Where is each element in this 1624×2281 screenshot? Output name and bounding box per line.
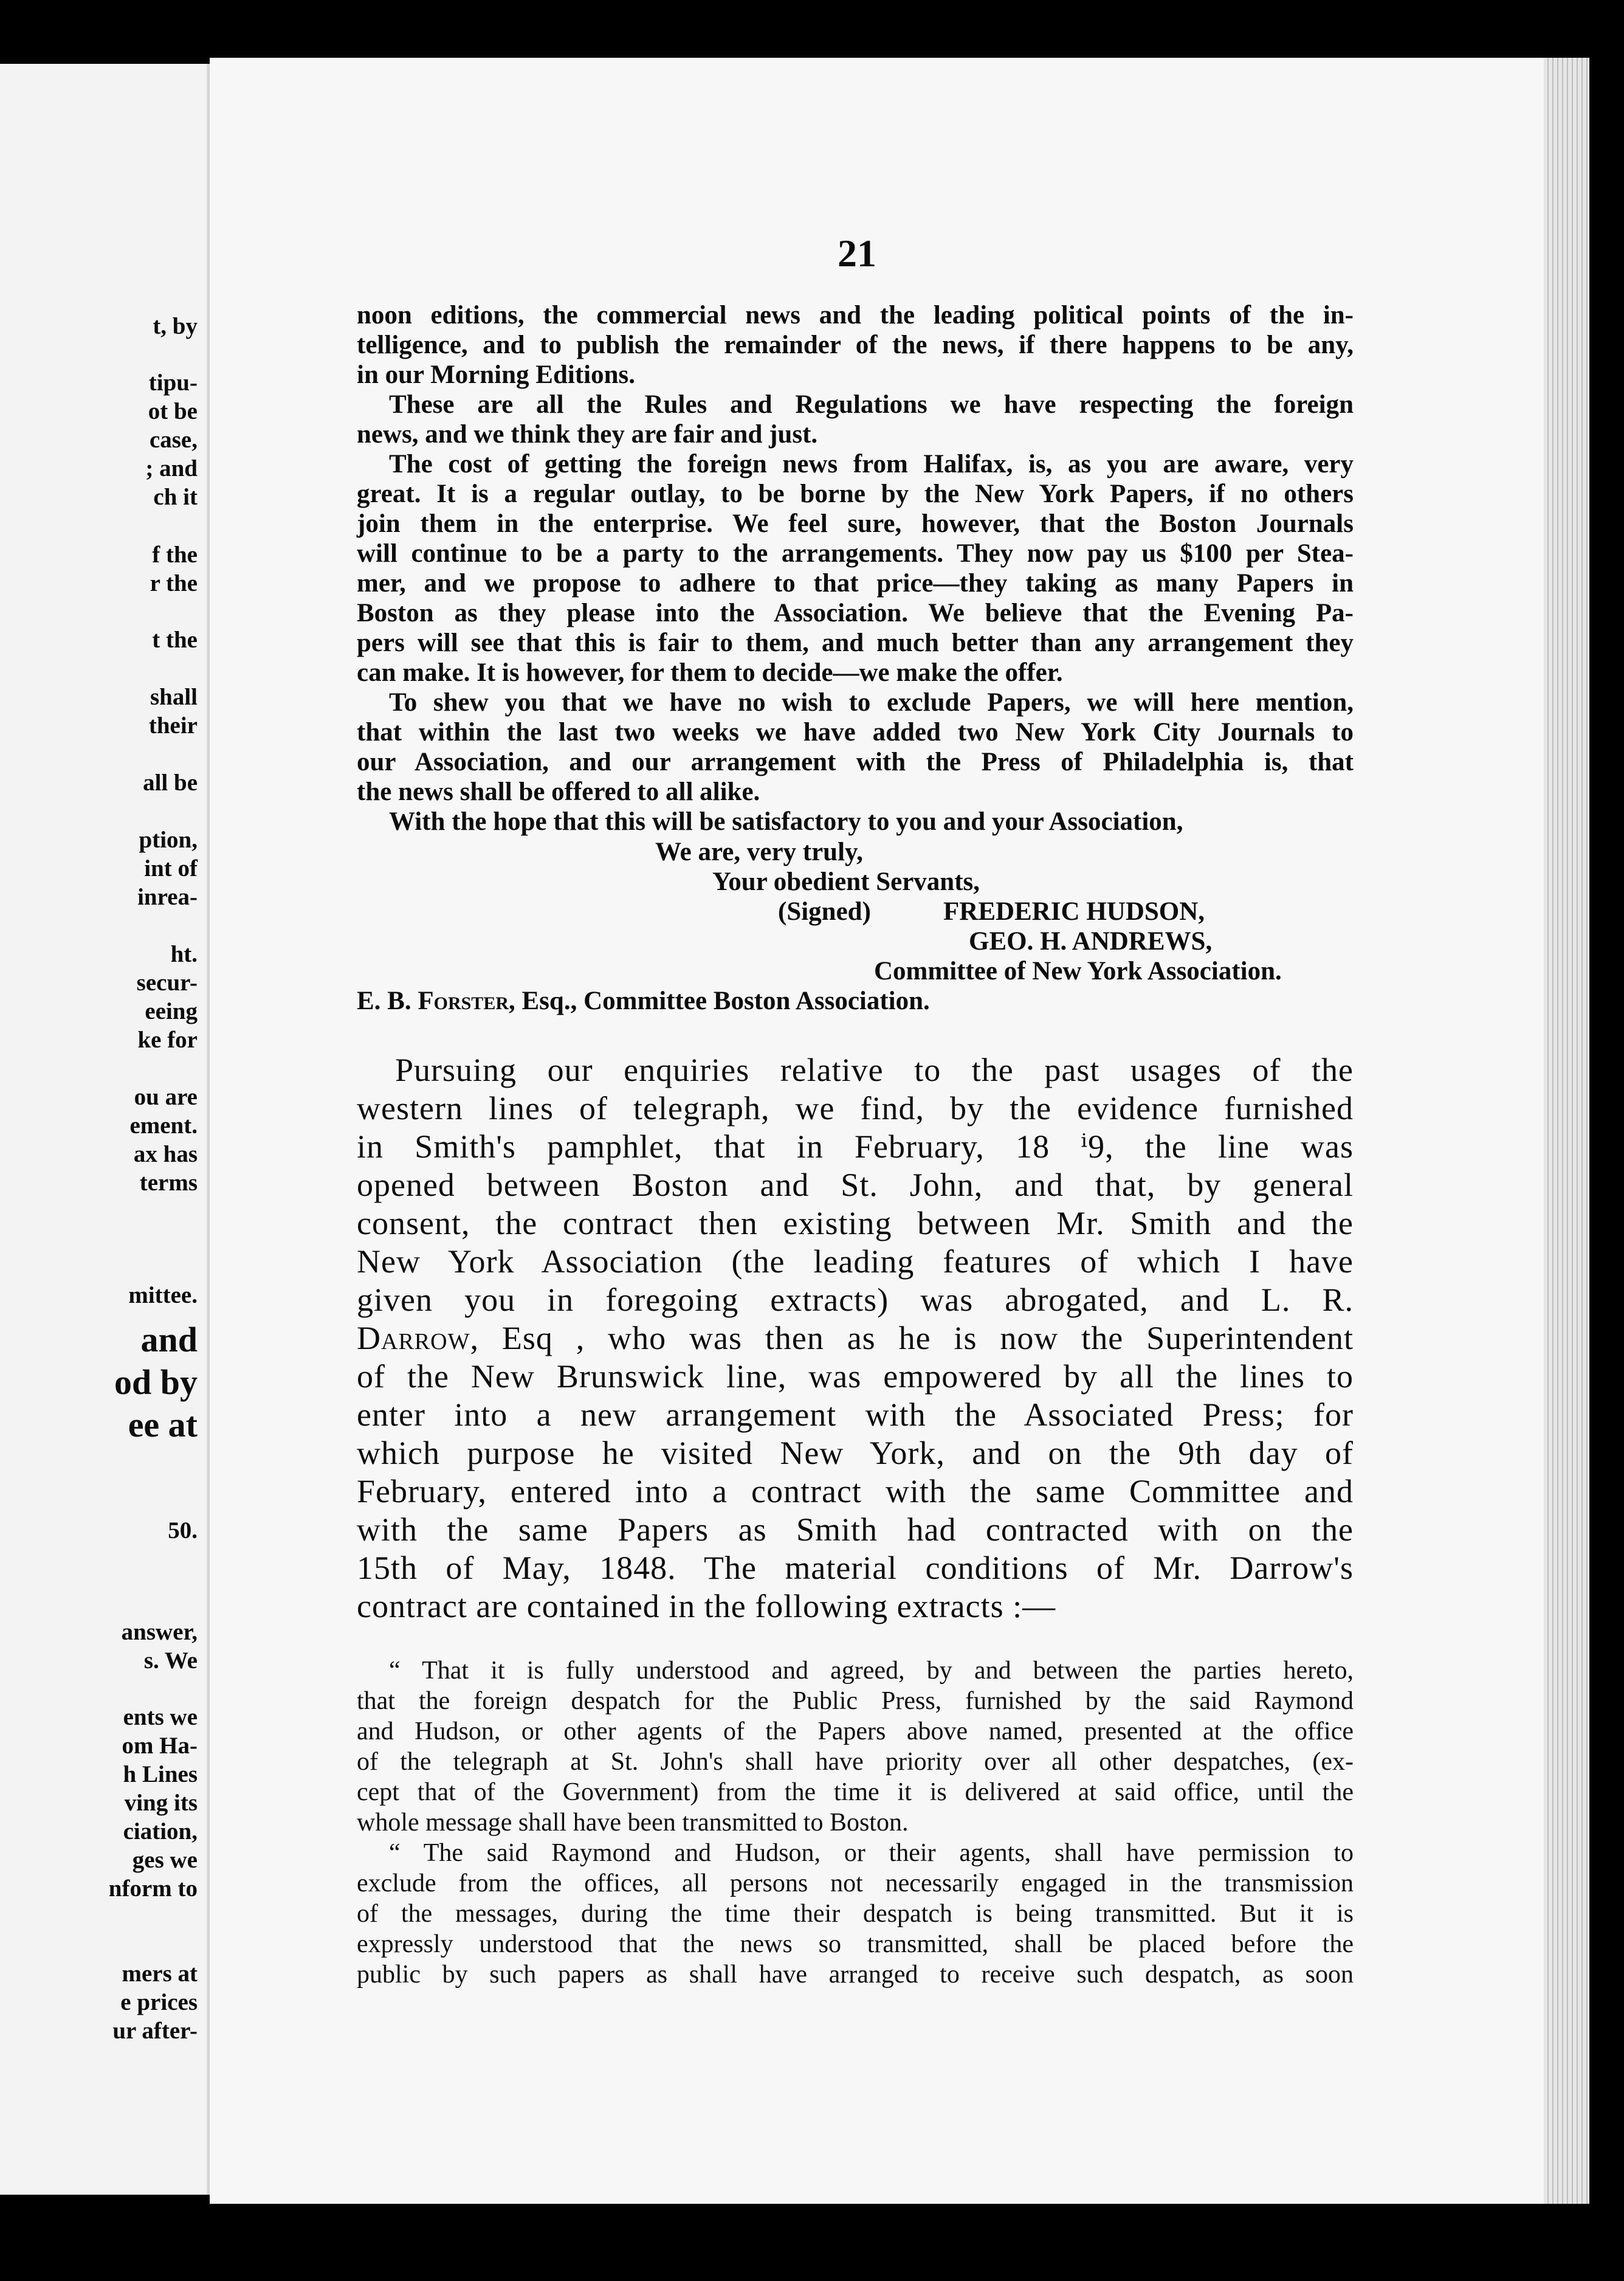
narrative-line: with the same Papers as Smith had contracted with on the: [357, 1511, 1354, 1548]
signer-andrews: GEO. H. ANDREWS,: [969, 927, 1213, 956]
addressee-name: E. B. Forster,: [357, 987, 515, 1015]
facing-fragment: ke for: [137, 1027, 198, 1053]
narrative-line: New York Association (the leading features of which I have: [357, 1243, 1354, 1280]
narrative-line: Pursuing our enquiries relative to the past usages of the: [395, 1052, 1354, 1088]
facing-fragment: h Lines: [123, 1761, 198, 1787]
facing-fragment: ou are: [134, 1084, 198, 1110]
narrative-line: contract are contained in the following extracts :—: [357, 1588, 1056, 1624]
facing-fragment: nform to: [108, 1876, 198, 1902]
committee-line: Committee of New York Association.: [874, 957, 1282, 985]
quote-line: whole message shall have been transmitted to Boston.: [357, 1809, 909, 1837]
letter-line: that within the last two weeks we have added two New York City Journals to: [357, 718, 1354, 747]
facing-fragment: f the: [152, 542, 198, 568]
facing-fragment: terms: [139, 1170, 198, 1196]
narrative-line: of the New Brunswick line, was empowered by all the lines to: [357, 1358, 1354, 1395]
facing-fragment: tipu-: [148, 370, 198, 396]
facing-fragment: shall: [150, 684, 198, 710]
narrative-line: enter into a new arrangement with the Associated Press; for: [357, 1396, 1354, 1433]
facing-fragment: ee at: [128, 1405, 198, 1444]
quote-line: “ The said Raymond and Hudson, or their agents, shall have permission to: [389, 1839, 1354, 1867]
quote-line: “ That it is fully understood and agreed, by and between the parties hereto,: [389, 1657, 1354, 1685]
facing-fragment: 50.: [168, 1517, 198, 1544]
letter-line: To shew you that we have no wish to exclude Papers, we will here mention,: [389, 688, 1354, 717]
letter-line: our Association, and our arrangement with the Press of Philadelphia is, that: [357, 748, 1354, 776]
narrative-line-rest: Esq , who was then as he is now the Superintendent: [501, 1320, 1354, 1356]
facing-fragment: ur after-: [112, 2018, 198, 2044]
letter-line: mer, and we propose to adhere to that price—they taking as many Papers in: [357, 569, 1354, 598]
quote-line: expressly understood that the news so transmitted, shall be placed before the: [357, 1930, 1354, 1958]
facing-fragment: od by: [114, 1362, 198, 1402]
letter-line: Boston as they please into the Association. We believe that the Evening Pa-: [357, 599, 1354, 627]
letter-line: noon editions, the commercial news and the leading political points of the in-: [357, 301, 1354, 330]
page-edges: [1544, 58, 1589, 2204]
quote-line: and Hudson, or other agents of the Papers above named, presented at the office: [357, 1717, 1354, 1745]
facing-fragment: ving its: [124, 1790, 198, 1816]
facing-fragment: e prices: [120, 1989, 198, 2015]
narrative-line: 15th of May, 1848. The material conditions of Mr. Darrow's: [357, 1550, 1354, 1586]
facing-fragment: ch it: [153, 484, 198, 510]
quote-line: cept that of the Government) from the time it is delivered at said office, until the: [357, 1778, 1354, 1806]
letter-line: can make. It is however, for them to decide—we make the offer.: [357, 658, 1063, 687]
narrative-line: which purpose he visited New York, and on the 9th day of: [357, 1435, 1354, 1471]
facing-fragment: ciation,: [123, 1818, 198, 1844]
quote-line: of the messages, during the time their despatch is being transmitted. But it is: [357, 1900, 1354, 1928]
letter-line: With the hope that this will be satisfactory to you and your Association,: [389, 807, 1183, 836]
facing-fragment: eeing: [145, 998, 198, 1024]
narrative-line: [357, 1322, 1354, 1354]
facing-fragment: int of: [144, 855, 198, 882]
letter-line: These are all the Rules and Regulations we have respecting the foreign: [389, 390, 1354, 419]
letter-line: great. It is a regular outlay, to be borne by the New York Papers, if no others: [357, 480, 1354, 508]
facing-fragment: t the: [152, 627, 198, 653]
facing-fragment: ax has: [133, 1141, 198, 1167]
signer-hudson: FREDERIC HUDSON,: [943, 897, 1205, 926]
facing-fragment: all be: [143, 770, 198, 796]
facing-fragment: inrea-: [137, 884, 198, 910]
narrative-line: western lines of telegraph, we find, by the evidence furnished: [357, 1090, 1354, 1127]
facing-fragment: secur-: [136, 970, 198, 996]
facing-fragment: ement.: [129, 1113, 198, 1139]
facing-fragment: ption,: [139, 827, 198, 853]
facing-fragment: ents we: [123, 1704, 198, 1730]
facing-fragment: mers at: [122, 1961, 198, 1987]
quote-line: that the foreign despatch for the Public Press, furnished by the said Raymond: [357, 1687, 1354, 1715]
facing-fragment: case,: [149, 427, 198, 453]
letter-closing: We are, very truly,: [655, 838, 863, 866]
facing-fragment: mittee.: [128, 1282, 198, 1308]
facing-fragment: s. We: [143, 1648, 198, 1674]
letter-servants: Your obedient Servants,: [712, 868, 980, 896]
narrative-line: consent, the contract then existing between Mr. Smith and the: [357, 1205, 1354, 1241]
addressee-title: Esq., Committee Boston Association.: [515, 987, 930, 1015]
facing-fragment: ot be: [148, 398, 198, 424]
narrative-line: in Smith's pamphlet, that in February, 18 ⁱ9, the line was: [357, 1128, 1354, 1165]
facing-page: [0, 64, 222, 2195]
quote-line: of the telegraph at St. John's shall have priority over all other despatches, (ex-: [357, 1748, 1354, 1776]
facing-fragment: om Ha-: [122, 1733, 198, 1759]
quote-line: exclude from the offices, all persons not necessarily engaged in the transmission: [357, 1869, 1354, 1897]
letter-line: The cost of getting the foreign news from Halifax, is, as you are aware, very: [389, 450, 1354, 478]
letter-line: will continue to be a party to the arrangements. They now pay us $100 per Stea-: [357, 539, 1354, 568]
facing-fragment: t, by: [153, 313, 198, 339]
narrative-line: February, entered into a contract with the same Committee and: [357, 1473, 1354, 1510]
letter-line: the news shall be offered to all alike.: [357, 778, 760, 806]
facing-fragment: ht.: [170, 941, 198, 967]
facing-fragment: answer,: [121, 1619, 198, 1645]
quote-line: public by such papers as shall have arranged to receive such despatch, as soon: [357, 1961, 1354, 1989]
addressee-line: [357, 988, 930, 1014]
narrative-line: given you in foregoing extracts) was abrogated, and L. R.: [357, 1282, 1354, 1318]
facing-fragment: their: [148, 713, 198, 739]
darrow-name: Darrow,: [357, 1320, 479, 1356]
letter-signed: (Signed): [778, 897, 871, 926]
facing-fragment: ; and: [145, 455, 198, 481]
letter-line: in our Morning Editions.: [357, 361, 635, 389]
page-number: 21: [838, 232, 876, 275]
facing-fragment: ges we: [132, 1847, 198, 1873]
letter-line: pers will see that this is fair to them, and much better than any arrangement they: [357, 629, 1354, 657]
narrative-line: opened between Boston and St. John, and that, by general: [357, 1167, 1354, 1203]
facing-fragment: r the: [150, 570, 198, 596]
letter-line: join them in the enterprise. We feel sure, however, that the Boston Journals: [357, 509, 1354, 538]
facing-fragment: and: [140, 1320, 198, 1359]
facing-page-text: [0, 64, 216, 2195]
letter-line: telligence, and to publish the remainder of the news, if there happens to be any,: [357, 331, 1354, 359]
letter-line: news, and we think they are fair and just.: [357, 420, 818, 449]
